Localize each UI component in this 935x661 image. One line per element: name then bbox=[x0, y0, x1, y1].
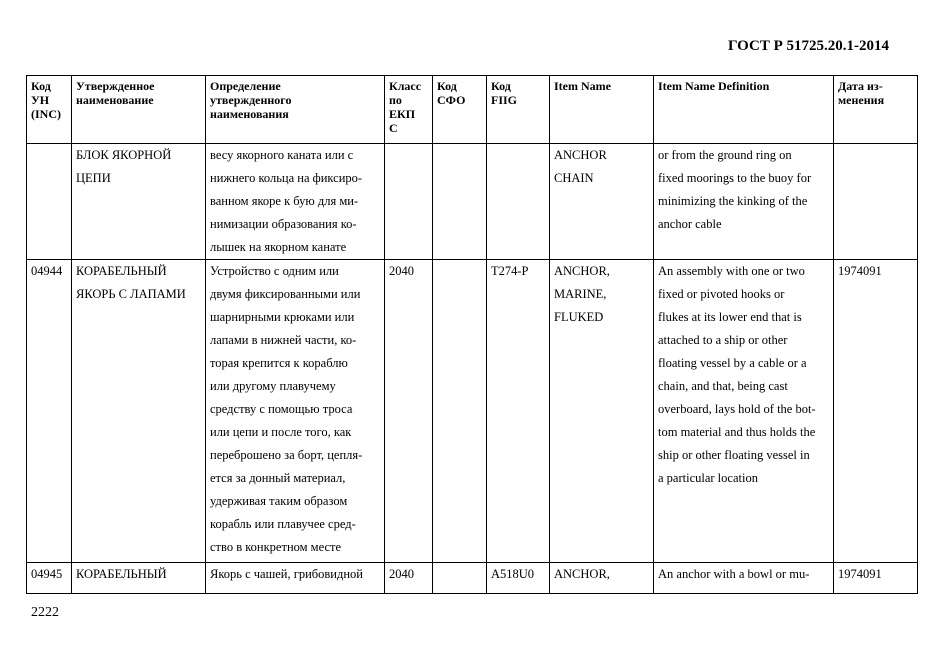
cell-definition: весу якорного каната или с нижнего кольца на фиксиро- ванном якоре к бую для ми- нимизации образования ко- лышек на якорном канате bbox=[206, 144, 385, 260]
col-header-fiig: Код FIIG bbox=[487, 76, 550, 144]
table-row bbox=[27, 144, 918, 260]
cell-item-definition: An assembly with one or two fixed or pivoted hooks or flukes at its lower end that is attached to a ship or other floating vessel by a cable or a chain, and that, being cast overboard, lays hold of the bot- tom material and thus holds the ship or other floating vessel in a particular location bbox=[654, 260, 834, 563]
cell-item-definition: or from the ground ring on fixed moorings to the buoy for minimizing the kinking of the anchor cable bbox=[654, 144, 834, 260]
cell-item-definition: An anchor with a bowl or mu- bbox=[654, 563, 834, 594]
page-number: 2222 bbox=[31, 605, 59, 620]
table-row bbox=[27, 563, 918, 594]
cell-item-name: ANCHOR CHAIN bbox=[550, 144, 654, 260]
col-header-change-date: Дата из- менения bbox=[834, 76, 918, 144]
cell-date: 1974091 bbox=[834, 563, 918, 594]
cell-name: БЛОК ЯКОРНОЙ ЦЕПИ bbox=[72, 144, 206, 260]
cell-fiig: T274-P bbox=[487, 260, 550, 563]
cell-class bbox=[385, 144, 433, 260]
cell-definition: Якорь с чашей, грибовидной bbox=[206, 563, 385, 594]
cell-date bbox=[834, 144, 918, 260]
col-header-code: Код УН (INC) bbox=[27, 76, 72, 144]
cell-item-name: ANCHOR, MARINE, FLUKED bbox=[550, 260, 654, 563]
col-header-class: Класс по ЕКП С bbox=[385, 76, 433, 144]
cell-fiig bbox=[487, 144, 550, 260]
cell-class: 2040 bbox=[385, 563, 433, 594]
cell-name: КОРАБЕЛЬНЫЙ bbox=[72, 563, 206, 594]
cell-name: КОРАБЕЛЬНЫЙ ЯКОРЬ С ЛАПАМИ bbox=[72, 260, 206, 563]
cell-code: 04945 bbox=[27, 563, 72, 594]
col-header-sfo: Код СФО bbox=[433, 76, 487, 144]
col-header-definition: Определение утвержденного наименования bbox=[206, 76, 385, 144]
col-header-item-definition: Item Name Definition bbox=[654, 76, 834, 144]
cell-class: 2040 bbox=[385, 260, 433, 563]
cell-code: 04944 bbox=[27, 260, 72, 563]
cell-fiig: A518U0 bbox=[487, 563, 550, 594]
cell-definition: Устройство с одним или двумя фиксированными или шарнирными крюками или лапами в нижней части, ко- торая крепится к кораблю или другому плавучему средству с помощью троса или цепи и после того, как переброшено за борт, цепля- ется за донный материал, удерживая таким образом корабль или плавучее сред- ство в конкретном месте bbox=[206, 260, 385, 563]
col-header-item-name: Item Name bbox=[550, 76, 654, 144]
classification-table bbox=[26, 75, 918, 594]
document-id: ГОСТ Р 51725.20.1-2014 bbox=[727, 38, 889, 54]
cell-item-name: ANCHOR, bbox=[550, 563, 654, 594]
cell-date: 1974091 bbox=[834, 260, 918, 563]
cell-sfo bbox=[433, 260, 487, 563]
table-header-row bbox=[27, 76, 918, 144]
cell-sfo bbox=[433, 144, 487, 260]
table-row bbox=[27, 260, 918, 563]
col-header-approved-name: Утвержденное наименование bbox=[72, 76, 206, 144]
cell-code bbox=[27, 144, 72, 260]
cell-sfo bbox=[433, 563, 487, 594]
